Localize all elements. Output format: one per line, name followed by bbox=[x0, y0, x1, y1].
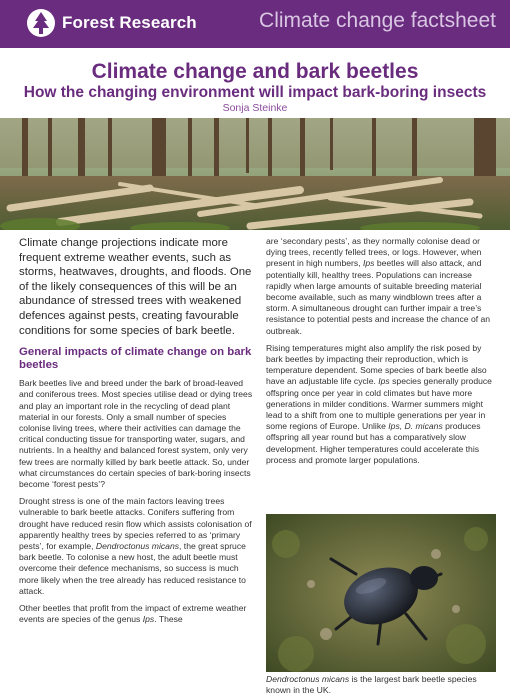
species-name: Dendroctonus micans bbox=[266, 674, 350, 684]
bark-beetle-photo bbox=[266, 514, 496, 672]
left-column bbox=[19, 236, 255, 631]
right-column bbox=[266, 236, 496, 472]
species-name: Ips, D. micans bbox=[388, 421, 443, 432]
intro-paragraph: Climate change projections indicate more frequent extreme weather events, such as storms, heatwaves, droughts, and floods. One of the likely consequences of this will be an abundance of stressed trees with weakened defences against pests, creating favourable conditions for some species of bark beetle. bbox=[19, 237, 252, 337]
species-name: Dendroctonus micans bbox=[95, 541, 180, 551]
page-title: Climate change and bark beetles bbox=[91, 60, 419, 83]
genus-name: Ips bbox=[378, 376, 390, 387]
section-heading: General impacts of climate change on bark beetles bbox=[19, 346, 252, 372]
genus-name: Ips bbox=[362, 258, 375, 269]
body-paragraph: are ‘secondary pests’, as they normally colonise dead or dying trees, recently felled trees, or logs. However, when present in high numbers, Ips beetles will also attack, and potentially kill, healthy trees. Populations can increase rapidly when large amounts of suitable breeding material become available, such as many windblown trees after a storm. A simultaneous drought can further impair a tree’s resistance to potential pests and increase the chance of an outbreak. bbox=[266, 236, 491, 336]
forest-windthrow-photo bbox=[0, 118, 510, 230]
author-name: Sonja Steinke bbox=[222, 102, 288, 114]
brand-logo[interactable] bbox=[26, 7, 197, 39]
genus-name: Ips bbox=[142, 614, 155, 625]
body-paragraph: Bark beetles live and breed under the bark of broad-leaved and coniferous trees. Most species utilise dead or dying trees and play an important role in the recycling of dead plant material in our forests. Only a small number of species colonise living trees, where their activities can damage the critical conducting tissue for transporting water, sugars, and nutrients. In a healthy and balanced forest system, only very few trees are normally killed by bark beetle attack. So, under what circumstances do certain species of bark-boring insects become ‘forest pests’? bbox=[19, 378, 253, 489]
body-paragraph: Rising temperatures might also amplify the risk posed by bark beetles by impacting their reproduction, which is temperature dependent. Some species of bark beetle also have an adjustable life cycle. Ips species generally produce offspring once per year in cold climates but have more generations in milder conditions. Warmer summers might lead to a shift from one to multiple generations per year in some regions of Europe. Unlike Ips, D. micans produces offspring all year round but has a comparatively slow development. Higher temperatures could accelerate this process and promote larger populations. bbox=[266, 342, 492, 465]
page-subtitle: How the changing environment will impact bark-boring insects bbox=[23, 84, 487, 101]
factsheet-label: Climate change factsheet bbox=[259, 9, 496, 32]
brand-name: Forest Research bbox=[62, 13, 197, 32]
tree-icon bbox=[26, 8, 56, 38]
photo-caption: Dendroctonus micans is the largest bark beetle species known in the UK. bbox=[266, 674, 477, 695]
body-paragraph: Drought stress is one of the main factors leaving trees vulnerable to bark beetle attacks. Conifers suffering from drought have reduced resin flow which assists colonisation of apparently healthy trees by species referred to as ‘primary pests’, for example, Dendroctonus micans, the great spruce bark beetle. To colonise a new host, the adult beetle must overcome their defence mechanisms, so success is much more likely when the tree already has reduced resistance to attack. bbox=[19, 496, 252, 596]
body-paragraph: Other beetles that profit from the impact of extreme weather events are species of the genus Ips. These bbox=[19, 603, 247, 625]
header-banner bbox=[0, 0, 510, 48]
